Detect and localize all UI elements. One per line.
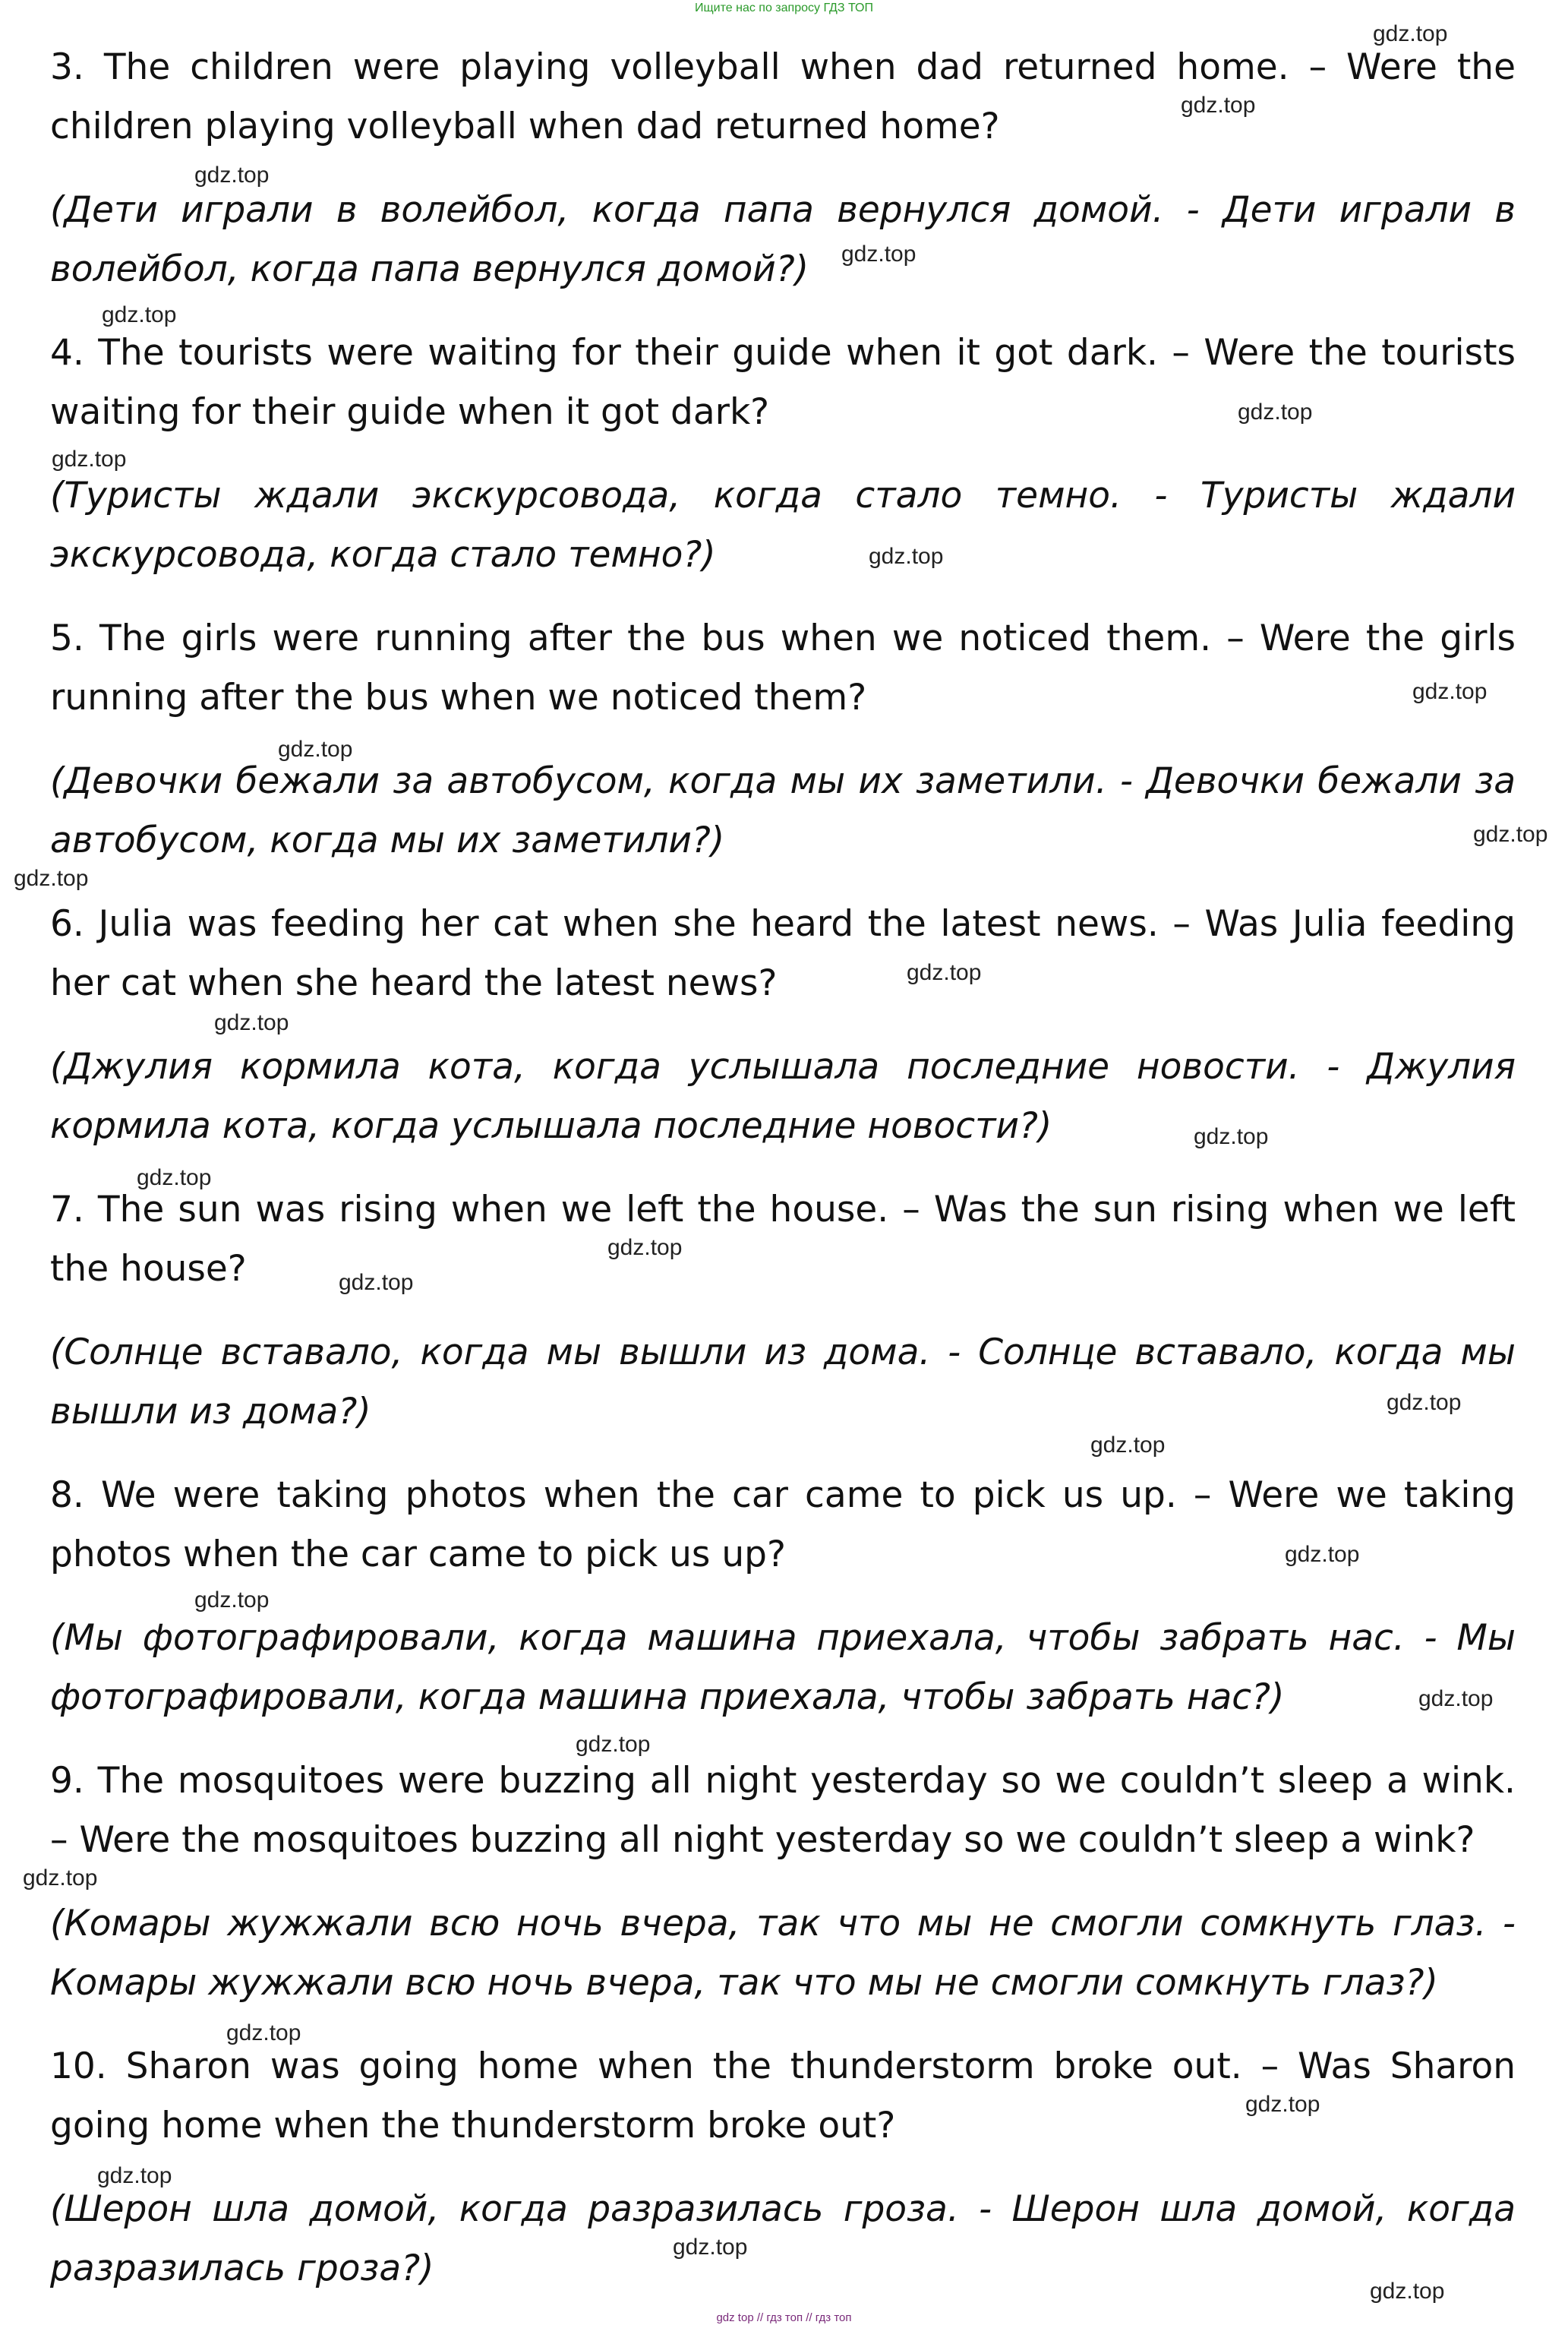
- watermark: gdz.top: [1373, 21, 1448, 46]
- watermark: gdz.top: [52, 447, 127, 472]
- watermark: gdz.top: [869, 544, 944, 569]
- watermark: gdz.top: [1090, 1432, 1166, 1458]
- watermark: gdz.top: [673, 2235, 748, 2260]
- watermark: gdz.top: [1181, 93, 1256, 118]
- watermark: gdz.top: [1387, 1390, 1462, 1415]
- list-item: [50, 1466, 1516, 1727]
- russian-translation: (Туристы ждали экскурсовода, когда стало темно. - Туристы ждали экскурсовода, когда стало темно?): [50, 475, 1516, 576]
- list-item: [50, 2037, 1516, 2298]
- watermark: gdz.top: [102, 302, 177, 327]
- watermark: gdz.top: [1370, 2279, 1445, 2304]
- watermark: gdz.top: [214, 1010, 289, 1035]
- watermark: gdz.top: [278, 737, 353, 762]
- list-item: [50, 609, 1516, 870]
- list-item: [50, 38, 1516, 299]
- top-banner: Ищите нас по запросу ГДЗ ТОП: [695, 2, 873, 14]
- watermark: gdz.top: [137, 1165, 212, 1190]
- watermark: gdz.top: [97, 2163, 172, 2188]
- english-sentence: 10. Sharon was going home when the thunderstorm broke out. – Was Sharon going home when the thunderstorm broke out?: [50, 2045, 1516, 2146]
- watermark: gdz.top: [1238, 400, 1313, 425]
- watermark: gdz.top: [1473, 822, 1548, 847]
- watermark: gdz.top: [1418, 1686, 1494, 1711]
- russian-translation: (Шерон шла домой, когда разразилась гроза. - Шерон шла домой, когда разразилась гроза?): [50, 2188, 1516, 2289]
- watermark: gdz.top: [23, 1865, 98, 1891]
- english-sentence: 8. We were taking photos when the car came to pick us up. – Were we taking photos when the car came to pick us up?: [50, 1474, 1516, 1575]
- answer-list: [50, 38, 1516, 2323]
- watermark: gdz.top: [1194, 1124, 1269, 1149]
- russian-translation: (Комары жужжали всю ночь вчера, так что мы не смогли сомкнуть глаз. - Комары жужжали всю ночь вчера, так что мы не смогли сомкнуть глаз?): [50, 1903, 1516, 2004]
- watermark: gdz.top: [14, 866, 89, 891]
- english-sentence: 6. Julia was feeding her cat when she heard the latest news. – Was Julia feeding her cat when she heard the latest news?: [50, 903, 1516, 1004]
- watermark: gdz.top: [1285, 1542, 1360, 1567]
- english-sentence: 4. The tourists were waiting for their guide when it got dark. – Were the tourists waiting for their guide when it got dark?: [50, 332, 1516, 433]
- watermark: gdz.top: [1245, 2092, 1320, 2117]
- russian-translation: (Солнце вставало, когда мы вышли из дома. - Солнце вставало, когда мы вышли из дома?): [50, 1331, 1516, 1432]
- watermark: gdz.top: [194, 163, 270, 188]
- bottom-banner: gdz top // гдз топ // гдз топ: [716, 2311, 852, 2324]
- russian-translation: (Джулия кормила кота, когда услышала последние новости. - Джулия кормила кота, когда услышала последние новости?): [50, 1046, 1516, 1147]
- watermark: gdz.top: [576, 1732, 651, 1757]
- watermark: gdz.top: [226, 2020, 301, 2045]
- english-sentence: 5. The girls were running after the bus when we noticed them. – Were the girls running after the bus when we noticed them?: [50, 618, 1516, 719]
- english-sentence: 7. The sun was rising when we left the house. – Was the sun rising when we left the house?: [50, 1189, 1516, 1290]
- watermark: gdz.top: [194, 1587, 270, 1613]
- russian-translation: (Девочки бежали за автобусом, когда мы их заметили. - Девочки бежали за автобусом, когда мы их заметили?): [50, 760, 1516, 861]
- english-sentence: 9. The mosquitoes were buzzing all night yesterday so we couldn’t sleep a wink. – Were the mosquitoes buzzing all night yesterday so we couldn’t sleep a wink?: [50, 1760, 1516, 1861]
- watermark: gdz.top: [841, 242, 917, 267]
- list-item: [50, 324, 1516, 585]
- watermark: gdz.top: [339, 1270, 414, 1295]
- list-item: [50, 1180, 1516, 1442]
- russian-translation: (Дети играли в волейбол, когда папа вернулся домой. - Дети играли в волейбол, когда папа вернулся домой?): [50, 189, 1516, 290]
- russian-translation: (Мы фотографировали, когда машина приехала, чтобы забрать нас. - Мы фотографировали, когда машина приехала, чтобы забрать нас?): [50, 1617, 1516, 1718]
- watermark: gdz.top: [607, 1235, 683, 1260]
- list-item: [50, 1752, 1516, 2013]
- watermark: gdz.top: [907, 960, 982, 985]
- english-sentence: 3. The children were playing volleyball when dad returned home. – Were the children playing volleyball when dad returned home?: [50, 46, 1516, 147]
- watermark: gdz.top: [1412, 679, 1488, 704]
